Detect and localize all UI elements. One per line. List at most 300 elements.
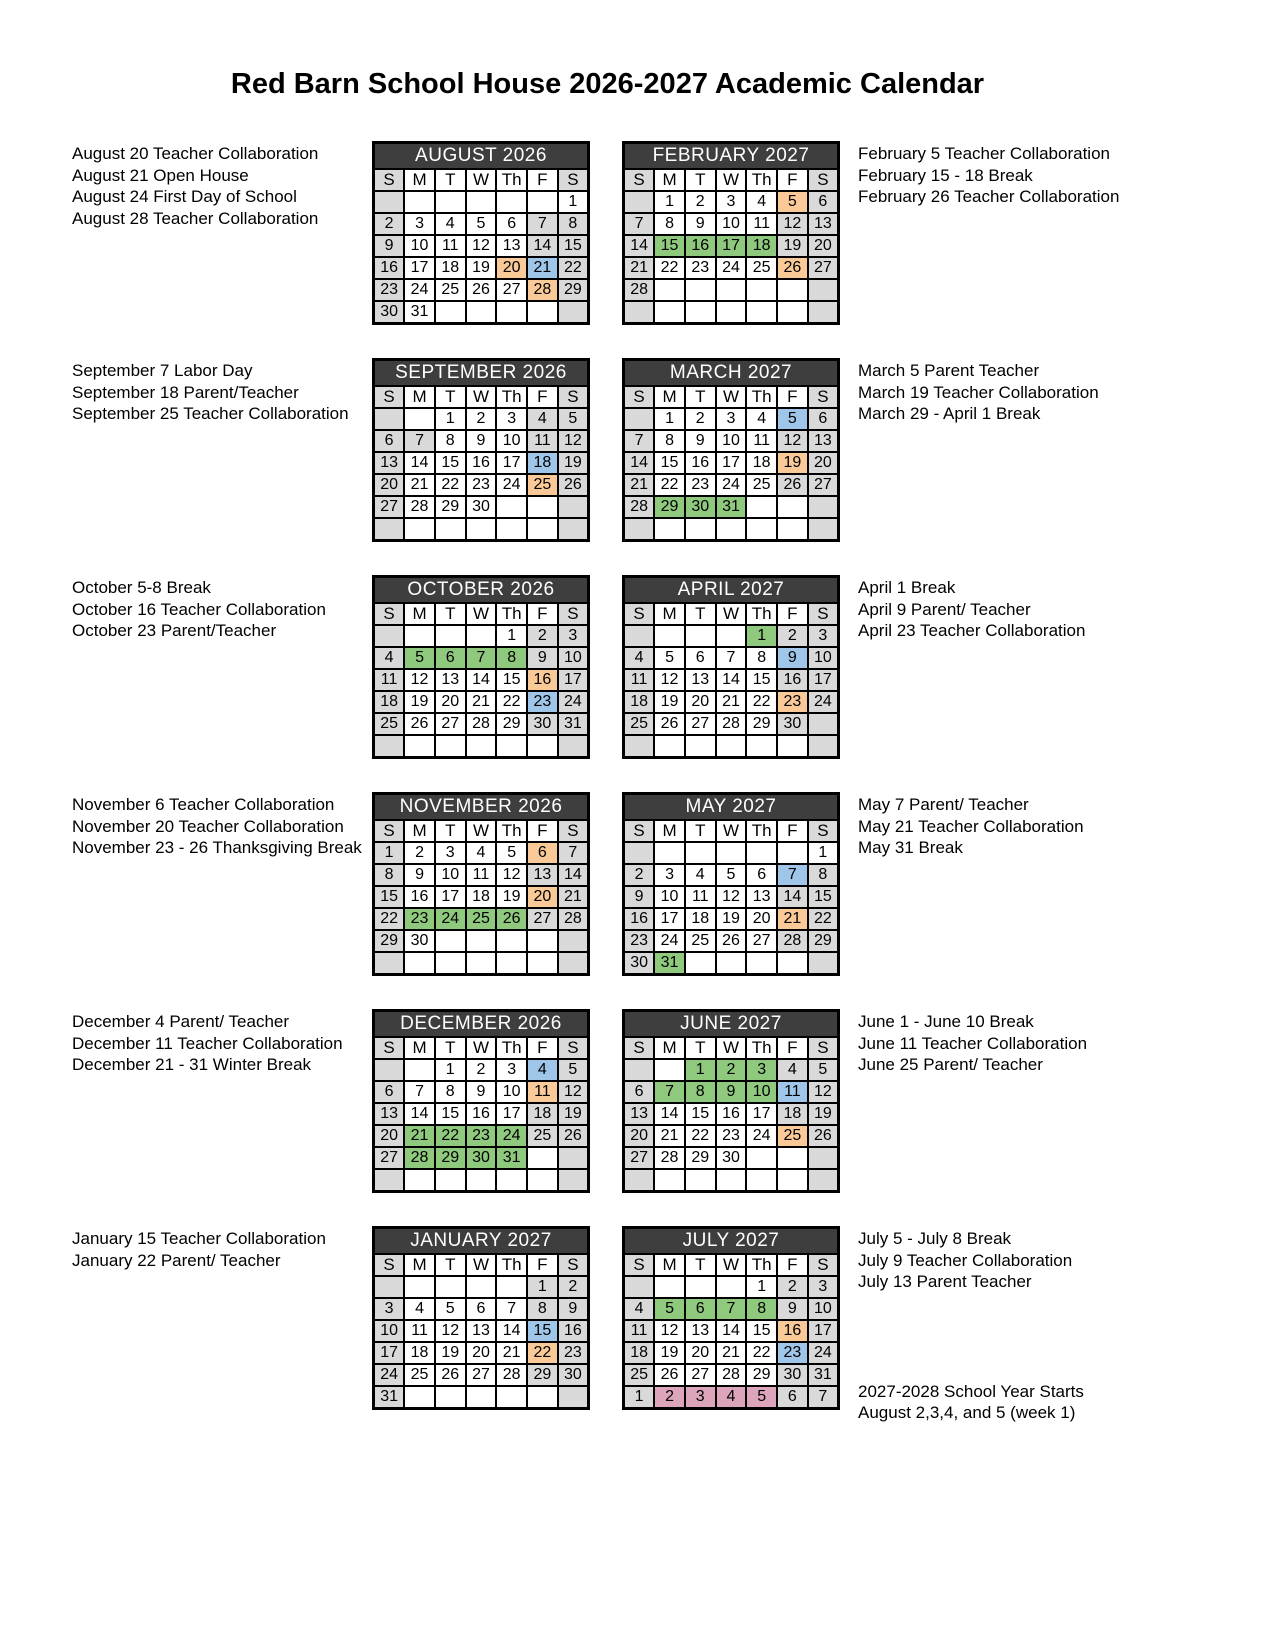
day-name-cell: S xyxy=(374,603,405,625)
day-cell: 10 xyxy=(716,213,747,235)
day-cell: 27 xyxy=(685,1364,716,1386)
month-calendar-december-2026 xyxy=(372,1009,590,1193)
day-name-cell: F xyxy=(527,1254,558,1276)
note-line: May 7 Parent/ Teacher xyxy=(858,795,1029,814)
note-block-right-3 xyxy=(858,575,1275,642)
day-cell: 3 xyxy=(558,625,589,647)
day-cell: 14 xyxy=(716,669,747,691)
day-cell: 12 xyxy=(558,430,589,452)
day-cell: 20 xyxy=(466,1342,497,1364)
day-cell: 21 xyxy=(654,1125,685,1147)
empty-cell xyxy=(624,518,655,541)
day-cell: 27 xyxy=(496,279,527,301)
day-cell: 1 xyxy=(746,1276,777,1298)
day-cell: 28 xyxy=(466,713,497,735)
month-title-july-2027: JULY 2027 xyxy=(624,1228,839,1255)
day-cell: 1 xyxy=(527,1276,558,1298)
note-line: August 20 Teacher Collaboration xyxy=(72,144,319,163)
day-cell: 16 xyxy=(466,452,497,474)
month-title-december-2026: DECEMBER 2026 xyxy=(374,1011,589,1038)
day-cell: 7 xyxy=(558,842,589,864)
day-cell: 1 xyxy=(374,842,405,864)
week-row xyxy=(374,1103,589,1125)
empty-cell xyxy=(654,1169,685,1192)
day-name-cell: M xyxy=(654,820,685,842)
day-name-cell: F xyxy=(527,603,558,625)
note-line: August 24 First Day of School xyxy=(72,187,297,206)
week-row xyxy=(624,1320,839,1342)
day-name-cell: T xyxy=(435,603,466,625)
day-cell: 28 xyxy=(654,1147,685,1169)
week-row xyxy=(624,930,839,952)
week-row xyxy=(374,301,589,324)
week-row xyxy=(374,908,589,930)
day-cell: 27 xyxy=(374,496,405,518)
day-cell: 4 xyxy=(624,1298,655,1320)
day-cell: 26 xyxy=(808,1125,839,1147)
day-cell: 1 xyxy=(624,1386,655,1409)
day-cell: 29 xyxy=(435,496,466,518)
day-cell: 30 xyxy=(558,1364,589,1386)
empty-cell xyxy=(654,518,685,541)
day-cell: 19 xyxy=(777,235,808,257)
week-row xyxy=(624,669,839,691)
day-cell: 7 xyxy=(496,1298,527,1320)
day-cell: 24 xyxy=(496,1125,527,1147)
day-cell: 10 xyxy=(808,647,839,669)
empty-cell xyxy=(496,301,527,324)
day-cell: 24 xyxy=(808,691,839,713)
day-cell: 12 xyxy=(654,669,685,691)
empty-cell xyxy=(466,1276,497,1298)
day-name-cell: Th xyxy=(496,169,527,191)
week-row xyxy=(624,496,839,518)
day-cell: 25 xyxy=(466,908,497,930)
day-cell: 29 xyxy=(435,1147,466,1169)
day-name-cell: S xyxy=(624,1254,655,1276)
note-line: February 15 - 18 Break xyxy=(858,165,1033,185)
day-name-cell: M xyxy=(654,1254,685,1276)
day-cell: 19 xyxy=(404,691,435,713)
day-cell: 19 xyxy=(716,908,747,930)
day-cell: 19 xyxy=(777,452,808,474)
day-cell: 5 xyxy=(654,647,685,669)
day-cell: 13 xyxy=(527,864,558,886)
week-row xyxy=(374,625,589,647)
day-cell: 9 xyxy=(685,213,716,235)
week-row xyxy=(624,735,839,758)
day-name-cell: S xyxy=(624,820,655,842)
day-cell: 4 xyxy=(404,1298,435,1320)
day-cell: 30 xyxy=(466,496,497,518)
day-name-cell: F xyxy=(777,820,808,842)
empty-cell xyxy=(716,279,747,301)
note-block-left-2 xyxy=(72,358,372,425)
month-calendar-july-2027 xyxy=(622,1226,840,1410)
day-cell: 31 xyxy=(808,1364,839,1386)
empty-cell xyxy=(777,518,808,541)
note-line: July 5 - July 8 Break xyxy=(858,1229,1012,1248)
day-name-cell: W xyxy=(466,1254,497,1276)
day-cell: 28 xyxy=(404,1147,435,1169)
day-cell: 29 xyxy=(496,713,527,735)
note-line: April 23 Teacher Collaboration xyxy=(858,621,1086,640)
day-cell: 31 xyxy=(716,496,747,518)
day-cell: 18 xyxy=(624,691,655,713)
day-cell: 19 xyxy=(466,257,497,279)
empty-cell xyxy=(435,1276,466,1298)
empty-cell xyxy=(716,518,747,541)
day-cell: 3 xyxy=(374,1298,405,1320)
day-cell: 30 xyxy=(404,930,435,952)
day-cell: 22 xyxy=(808,908,839,930)
day-cell: 22 xyxy=(496,691,527,713)
day-name-cell: M xyxy=(404,386,435,408)
day-cell: 7 xyxy=(624,430,655,452)
empty-cell xyxy=(374,735,405,758)
month-calendar-november-2026 xyxy=(372,792,590,976)
day-name-cell: M xyxy=(404,820,435,842)
empty-cell xyxy=(716,1169,747,1192)
day-name-cell: S xyxy=(558,1037,589,1059)
day-cell: 13 xyxy=(808,213,839,235)
note-line: September 7 Labor Day xyxy=(72,361,253,380)
week-row xyxy=(624,301,839,324)
note-line: March 29 - April 1 Break xyxy=(858,404,1041,423)
day-cell: 2 xyxy=(777,625,808,647)
day-cell: 9 xyxy=(685,430,716,452)
day-cell: 30 xyxy=(374,301,405,324)
day-cell: 7 xyxy=(527,213,558,235)
day-name-cell: W xyxy=(466,386,497,408)
day-cell: 22 xyxy=(435,474,466,496)
day-cell: 25 xyxy=(746,474,777,496)
empty-cell xyxy=(716,625,747,647)
day-cell: 18 xyxy=(374,691,405,713)
day-cell: 28 xyxy=(716,713,747,735)
day-name-cell: W xyxy=(716,169,747,191)
day-cell: 29 xyxy=(374,930,405,952)
day-cell: 20 xyxy=(685,691,716,713)
day-cell: 2 xyxy=(777,1276,808,1298)
day-cell: 28 xyxy=(404,496,435,518)
day-cell: 27 xyxy=(624,1147,655,1169)
day-cell: 29 xyxy=(808,930,839,952)
month-title-june-2027: JUNE 2027 xyxy=(624,1011,839,1038)
note-line: June 25 Parent/ Teacher xyxy=(858,1055,1043,1074)
week-row xyxy=(624,279,839,301)
day-cell: 27 xyxy=(685,713,716,735)
empty-cell xyxy=(777,1147,808,1169)
day-cell: 19 xyxy=(496,886,527,908)
empty-cell xyxy=(685,842,716,864)
week-row xyxy=(374,1364,589,1386)
day-cell: 15 xyxy=(496,669,527,691)
empty-cell xyxy=(404,952,435,975)
note-line: January 22 Parent/ Teacher xyxy=(72,1250,281,1270)
empty-cell xyxy=(527,518,558,541)
day-cell: 10 xyxy=(716,430,747,452)
day-name-cell: Th xyxy=(496,1037,527,1059)
week-row xyxy=(624,647,839,669)
day-cell: 8 xyxy=(685,1081,716,1103)
empty-cell xyxy=(404,518,435,541)
week-row xyxy=(374,886,589,908)
empty-cell xyxy=(716,735,747,758)
day-cell: 2 xyxy=(527,625,558,647)
day-cell: 17 xyxy=(746,1103,777,1125)
day-cell: 12 xyxy=(654,1320,685,1342)
day-cell: 29 xyxy=(746,1364,777,1386)
day-cell: 25 xyxy=(624,1364,655,1386)
day-cell: 25 xyxy=(435,279,466,301)
day-name-cell: W xyxy=(716,603,747,625)
day-cell: 8 xyxy=(654,213,685,235)
day-cell: 23 xyxy=(777,1342,808,1364)
day-name-cell: T xyxy=(685,169,716,191)
day-cell: 3 xyxy=(716,191,747,213)
day-cell: 27 xyxy=(435,713,466,735)
month-calendar-june-2027 xyxy=(622,1009,840,1193)
day-cell: 26 xyxy=(496,908,527,930)
day-cell: 12 xyxy=(777,430,808,452)
note-line: September 18 Parent/Teacher xyxy=(72,382,299,402)
day-cell: 10 xyxy=(808,1298,839,1320)
empty-cell xyxy=(624,625,655,647)
note-line: May 21 Teacher Collaboration xyxy=(858,816,1084,836)
day-name-cell: W xyxy=(716,386,747,408)
day-cell: 1 xyxy=(746,625,777,647)
empty-cell xyxy=(808,1147,839,1169)
empty-cell xyxy=(527,930,558,952)
footer-note xyxy=(858,1381,1259,1424)
day-cell: 18 xyxy=(685,908,716,930)
day-cell: 2 xyxy=(685,408,716,430)
day-cell: 22 xyxy=(654,257,685,279)
day-name-cell: T xyxy=(435,169,466,191)
day-cell: 29 xyxy=(654,496,685,518)
note-line: September 25 Teacher Collaboration xyxy=(72,404,349,423)
empty-cell xyxy=(466,930,497,952)
day-cell: 5 xyxy=(808,1059,839,1081)
day-cell: 12 xyxy=(435,1320,466,1342)
empty-cell xyxy=(746,279,777,301)
day-name-cell: T xyxy=(685,603,716,625)
day-cell: 15 xyxy=(654,452,685,474)
empty-cell xyxy=(374,1276,405,1298)
day-name-cell: F xyxy=(527,386,558,408)
week-row xyxy=(624,1081,839,1103)
empty-cell xyxy=(466,518,497,541)
note-line: October 23 Parent/Teacher xyxy=(72,621,277,640)
day-cell: 30 xyxy=(624,952,655,975)
day-cell: 26 xyxy=(404,713,435,735)
note-line: February 26 Teacher Collaboration xyxy=(858,187,1120,206)
day-cell: 23 xyxy=(685,257,716,279)
day-cell: 16 xyxy=(777,669,808,691)
day-cell: 21 xyxy=(716,691,747,713)
day-cell: 20 xyxy=(496,257,527,279)
day-cell: 15 xyxy=(654,235,685,257)
day-cell: 23 xyxy=(685,474,716,496)
day-cell: 9 xyxy=(777,647,808,669)
note-line: December 21 - 31 Winter Break xyxy=(72,1055,312,1074)
day-cell: 17 xyxy=(558,669,589,691)
day-cell: 7 xyxy=(624,213,655,235)
empty-cell xyxy=(558,496,589,518)
week-row xyxy=(624,430,839,452)
note-line: November 6 Teacher Collaboration xyxy=(72,795,335,814)
day-cell: 25 xyxy=(374,713,405,735)
day-cell: 24 xyxy=(654,930,685,952)
day-cell: 2 xyxy=(654,1386,685,1409)
empty-cell xyxy=(685,518,716,541)
day-cell: 7 xyxy=(404,430,435,452)
day-name-cell: S xyxy=(808,1254,839,1276)
day-cell: 10 xyxy=(496,430,527,452)
day-cell: 7 xyxy=(777,864,808,886)
day-cell: 6 xyxy=(435,647,466,669)
empty-cell xyxy=(527,1386,558,1409)
empty-cell xyxy=(496,518,527,541)
day-cell: 10 xyxy=(374,1320,405,1342)
month-title-november-2026: NOVEMBER 2026 xyxy=(374,794,589,821)
note-block-left-3 xyxy=(72,575,372,642)
day-cell: 15 xyxy=(558,235,589,257)
day-cell: 9 xyxy=(374,235,405,257)
note-line: November 23 - 26 Thanksgiving Break xyxy=(72,838,362,857)
day-cell: 11 xyxy=(404,1320,435,1342)
empty-cell xyxy=(624,842,655,864)
week-row xyxy=(374,235,589,257)
day-cell: 23 xyxy=(374,279,405,301)
empty-cell xyxy=(777,279,808,301)
day-cell: 4 xyxy=(624,647,655,669)
day-cell: 21 xyxy=(404,1125,435,1147)
day-cell: 6 xyxy=(374,430,405,452)
month-calendar-september-2026 xyxy=(372,358,590,542)
day-name-cell: W xyxy=(716,820,747,842)
empty-cell xyxy=(746,952,777,975)
day-name-cell: M xyxy=(404,1037,435,1059)
note-line: March 5 Parent Teacher xyxy=(858,361,1040,380)
day-cell: 10 xyxy=(435,864,466,886)
week-row xyxy=(374,1059,589,1081)
week-row xyxy=(374,496,589,518)
empty-cell xyxy=(746,842,777,864)
empty-cell xyxy=(654,301,685,324)
week-row xyxy=(374,669,589,691)
empty-cell xyxy=(435,952,466,975)
empty-cell xyxy=(527,952,558,975)
day-cell: 14 xyxy=(654,1103,685,1125)
day-cell: 28 xyxy=(558,908,589,930)
empty-cell xyxy=(558,518,589,541)
day-name-cell: T xyxy=(685,1254,716,1276)
day-cell: 3 xyxy=(654,864,685,886)
day-cell: 21 xyxy=(466,691,497,713)
day-cell: 15 xyxy=(527,1320,558,1342)
day-cell: 17 xyxy=(374,1342,405,1364)
day-cell: 8 xyxy=(654,430,685,452)
day-cell: 31 xyxy=(558,713,589,735)
day-cell: 21 xyxy=(777,908,808,930)
day-name-cell: Th xyxy=(496,1254,527,1276)
week-row xyxy=(624,235,839,257)
week-row xyxy=(624,474,839,496)
day-cell: 24 xyxy=(435,908,466,930)
day-cell: 5 xyxy=(496,842,527,864)
day-cell: 3 xyxy=(746,1059,777,1081)
empty-cell xyxy=(374,952,405,975)
day-cell: 5 xyxy=(746,1386,777,1409)
empty-cell xyxy=(558,952,589,975)
empty-cell xyxy=(558,1147,589,1169)
month-title-september-2026: SEPTEMBER 2026 xyxy=(374,360,589,387)
day-name-cell: S xyxy=(808,1037,839,1059)
day-cell: 28 xyxy=(777,930,808,952)
day-cell: 30 xyxy=(466,1147,497,1169)
day-cell: 1 xyxy=(558,191,589,213)
day-name-cell: F xyxy=(777,169,808,191)
week-row xyxy=(624,408,839,430)
day-name-cell: F xyxy=(527,169,558,191)
empty-cell xyxy=(808,518,839,541)
day-cell: 15 xyxy=(685,1103,716,1125)
week-row xyxy=(374,691,589,713)
empty-cell xyxy=(435,301,466,324)
empty-cell xyxy=(716,1276,747,1298)
month-calendar-april-2027 xyxy=(622,575,840,759)
day-cell: 6 xyxy=(685,1298,716,1320)
week-row xyxy=(374,1320,589,1342)
day-name-cell: T xyxy=(435,820,466,842)
day-cell: 18 xyxy=(624,1342,655,1364)
month-calendar-february-2027 xyxy=(622,141,840,325)
day-name-cell: F xyxy=(527,1037,558,1059)
day-cell: 3 xyxy=(716,408,747,430)
day-cell: 23 xyxy=(466,1125,497,1147)
week-row xyxy=(624,1276,839,1298)
day-cell: 3 xyxy=(808,1276,839,1298)
day-cell: 28 xyxy=(624,496,655,518)
empty-cell xyxy=(404,408,435,430)
day-cell: 10 xyxy=(558,647,589,669)
day-name-cell: T xyxy=(435,1037,466,1059)
day-cell: 4 xyxy=(746,191,777,213)
empty-cell xyxy=(558,735,589,758)
day-cell: 31 xyxy=(654,952,685,975)
day-cell: 2 xyxy=(466,1059,497,1081)
month-calendar-october-2026 xyxy=(372,575,590,759)
day-cell: 13 xyxy=(374,1103,405,1125)
empty-cell xyxy=(527,1169,558,1192)
empty-cell xyxy=(654,842,685,864)
week-row xyxy=(374,191,589,213)
day-cell: 17 xyxy=(716,452,747,474)
week-row xyxy=(624,1364,839,1386)
week-row xyxy=(374,1125,589,1147)
empty-cell xyxy=(685,1169,716,1192)
empty-cell xyxy=(624,191,655,213)
day-name-cell: S xyxy=(374,169,405,191)
day-name-cell: M xyxy=(654,603,685,625)
day-cell: 20 xyxy=(527,886,558,908)
empty-cell xyxy=(466,191,497,213)
day-cell: 4 xyxy=(527,408,558,430)
day-cell: 24 xyxy=(496,474,527,496)
week-row xyxy=(374,735,589,758)
